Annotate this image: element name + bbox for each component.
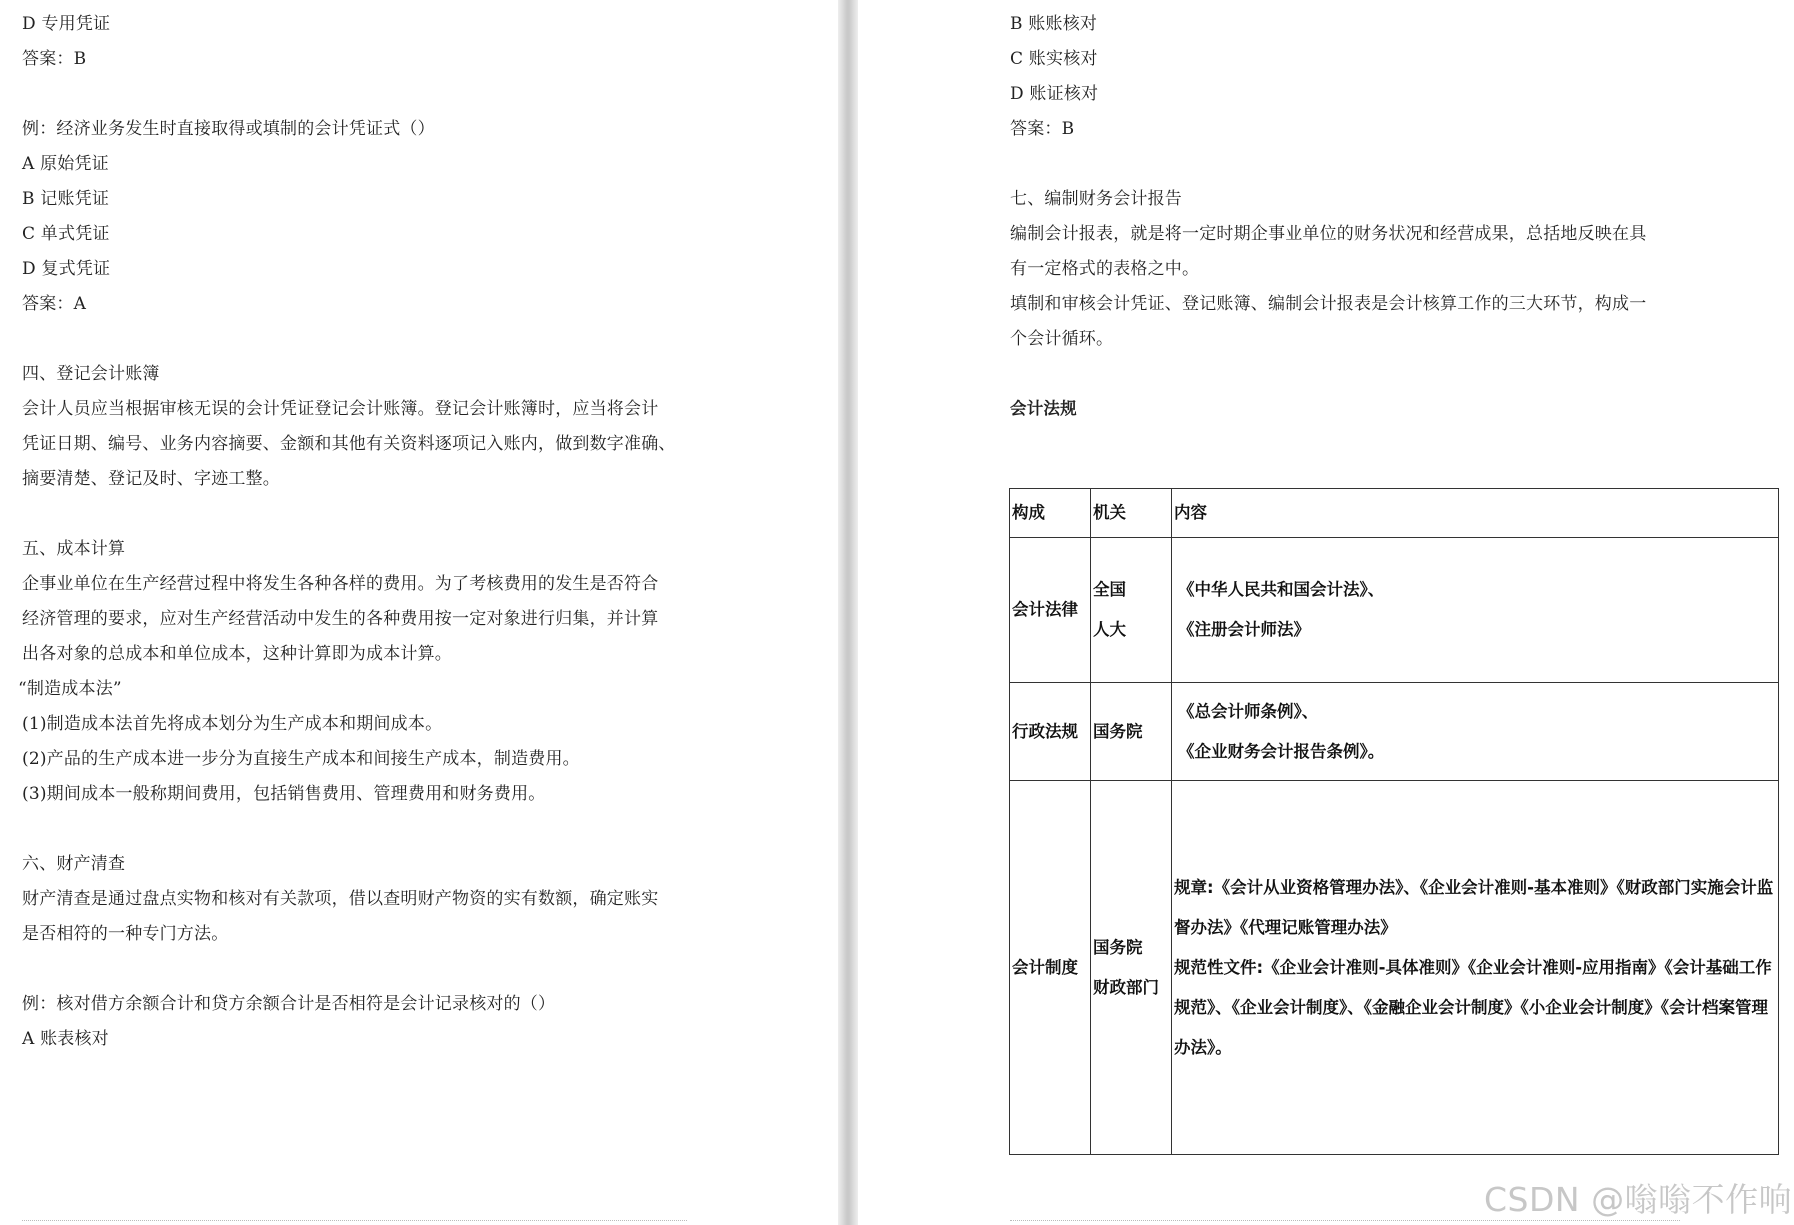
paragraph-line: 有一定格式的表格之中。 xyxy=(1010,259,1200,279)
paragraph-line: 摘要清楚、登记及时、字迹工整。 xyxy=(22,469,280,489)
document-page-left xyxy=(0,0,838,1225)
content-cell xyxy=(1172,538,1779,683)
paragraph-line: 是否相符的一种专门方法。 xyxy=(22,924,229,944)
paragraph-line: 编制会计报表，就是将一定时期企事业单位的财务状况和经营成果，总括地反映在具 xyxy=(1010,224,1647,244)
accounting-regulations-table xyxy=(1009,488,1779,1155)
option-line: D 复式凭证 xyxy=(22,259,111,279)
section-heading: 七、编制财务会计报告 xyxy=(1010,189,1182,209)
table-row xyxy=(1010,538,1779,683)
table-title: 会计法规 xyxy=(1010,399,1077,418)
law-name: 《总会计师条例》、 xyxy=(1178,701,1319,721)
section-heading: 六、财产清查 xyxy=(22,854,126,874)
answer-line: 答案：B xyxy=(1010,119,1075,139)
list-item: (2)产品的生产成本进一步分为直接生产成本和间接生产成本，制造费用。 xyxy=(22,749,580,769)
law-name: 《中华人民共和国会计法》、 xyxy=(1178,580,1385,599)
paragraph-line: 企事业单位在生产经营过程中将发生各种各样的费用。为了考核费用的发生是否符合 xyxy=(22,574,659,594)
table-header-cell: 机关 xyxy=(1091,489,1172,538)
table-header-cell: 内容 xyxy=(1172,489,1779,538)
answer-line: 答案：A xyxy=(22,294,87,314)
law-name: 《注册会计师法》 xyxy=(1178,620,1310,639)
authority-line: 人大 xyxy=(1093,620,1126,639)
table-header-row xyxy=(1010,489,1779,538)
authority-line: 全国 xyxy=(1093,580,1126,599)
option-line: B 记账凭证 xyxy=(22,189,110,209)
law-name: 《企业财务会计报告条例》。 xyxy=(1178,741,1385,761)
table-header-cell: 构成 xyxy=(1010,489,1091,538)
paragraph-line: 凭证日期、编号、业务内容摘要、金额和其他有关资料逐项记入账内，做到数字准确、 xyxy=(22,434,676,454)
section-heading: 四、登记会计账簿 xyxy=(22,364,160,384)
option-line: B 账账核对 xyxy=(1010,14,1098,34)
option-line: C 账实核对 xyxy=(1010,49,1098,69)
watermark: CSDN @嗡嗡不作响 xyxy=(1484,1180,1793,1219)
paragraph-line: 会计人员应当根据审核无误的会计凭证登记会计账簿。登记会计账簿时，应当将会计 xyxy=(22,399,659,419)
section-heading: 五、成本计算 xyxy=(22,539,126,559)
page-gutter xyxy=(838,0,858,1225)
document-page-right xyxy=(858,0,1794,1225)
authority-line: 国务院 xyxy=(1093,937,1143,957)
table-row xyxy=(1010,683,1779,781)
option-line: D 专用凭证 xyxy=(22,14,111,34)
quoted-term: “制造成本法” xyxy=(18,679,122,699)
list-item: (3)期间成本一般称期间费用，包括销售费用、管理费用和财务费用。 xyxy=(22,784,546,804)
paragraph-line: 出各对象的总成本和单位成本，这种计算即为成本计算。 xyxy=(22,644,452,664)
option-line: A 原始凭证 xyxy=(22,154,109,174)
authority-cell xyxy=(1091,538,1172,683)
example-question: 例：经济业务发生时直接取得或填制的会计凭证式（） xyxy=(22,119,435,139)
regulation-paragraph: 规范性文件:《企业会计准则-具体准则》《企业会计准则-应用指南》《会计基础工作规范》、《企业会计制度》、《金融企业会计制度》《小企业会计制度》《会计档案管理办法》。 xyxy=(1174,957,1772,1057)
authority-cell xyxy=(1091,781,1172,1155)
table-row xyxy=(1010,781,1779,1155)
authority-line: 国务院 xyxy=(1093,721,1143,741)
regulation-type-cell: 会计法律 xyxy=(1010,538,1091,683)
regulation-type-cell: 会计制度 xyxy=(1010,781,1091,1155)
paragraph-line: 个会计循环。 xyxy=(1010,329,1114,349)
content-cell xyxy=(1172,683,1779,781)
answer-line: 答案：B xyxy=(22,49,87,69)
authority-cell xyxy=(1091,683,1172,781)
example-question: 例：核对借方余额合计和贷方余额合计是否相符是会计记录核对的（） xyxy=(22,994,556,1014)
page-footer-divider xyxy=(22,1220,687,1221)
regulation-type-cell: 行政法规 xyxy=(1010,683,1091,781)
option-line: C 单式凭证 xyxy=(22,224,110,244)
authority-line: 财政部门 xyxy=(1093,977,1159,997)
paragraph-line: 填制和审核会计凭证、登记账簿、编制会计报表是会计核算工作的三大环节，构成一 xyxy=(1010,294,1647,314)
paragraph-line: 财产清查是通过盘点实物和核对有关款项，借以查明财产物资的实有数额，确定账实 xyxy=(22,889,659,909)
option-line: D 账证核对 xyxy=(1010,84,1099,104)
option-line: A 账表核对 xyxy=(22,1029,109,1049)
list-item: (1)制造成本法首先将成本划分为生产成本和期间成本。 xyxy=(22,714,443,734)
regulation-paragraph: 规章:《会计从业资格管理办法》、《企业会计准则-基本准则》《财政部门实施会计监督办法》《代理记账管理办法》 xyxy=(1174,877,1774,937)
content-cell xyxy=(1172,781,1779,1155)
paragraph-line: 经济管理的要求，应对生产经营活动中发生的各种费用按一定对象进行归集，并计算 xyxy=(22,609,659,629)
